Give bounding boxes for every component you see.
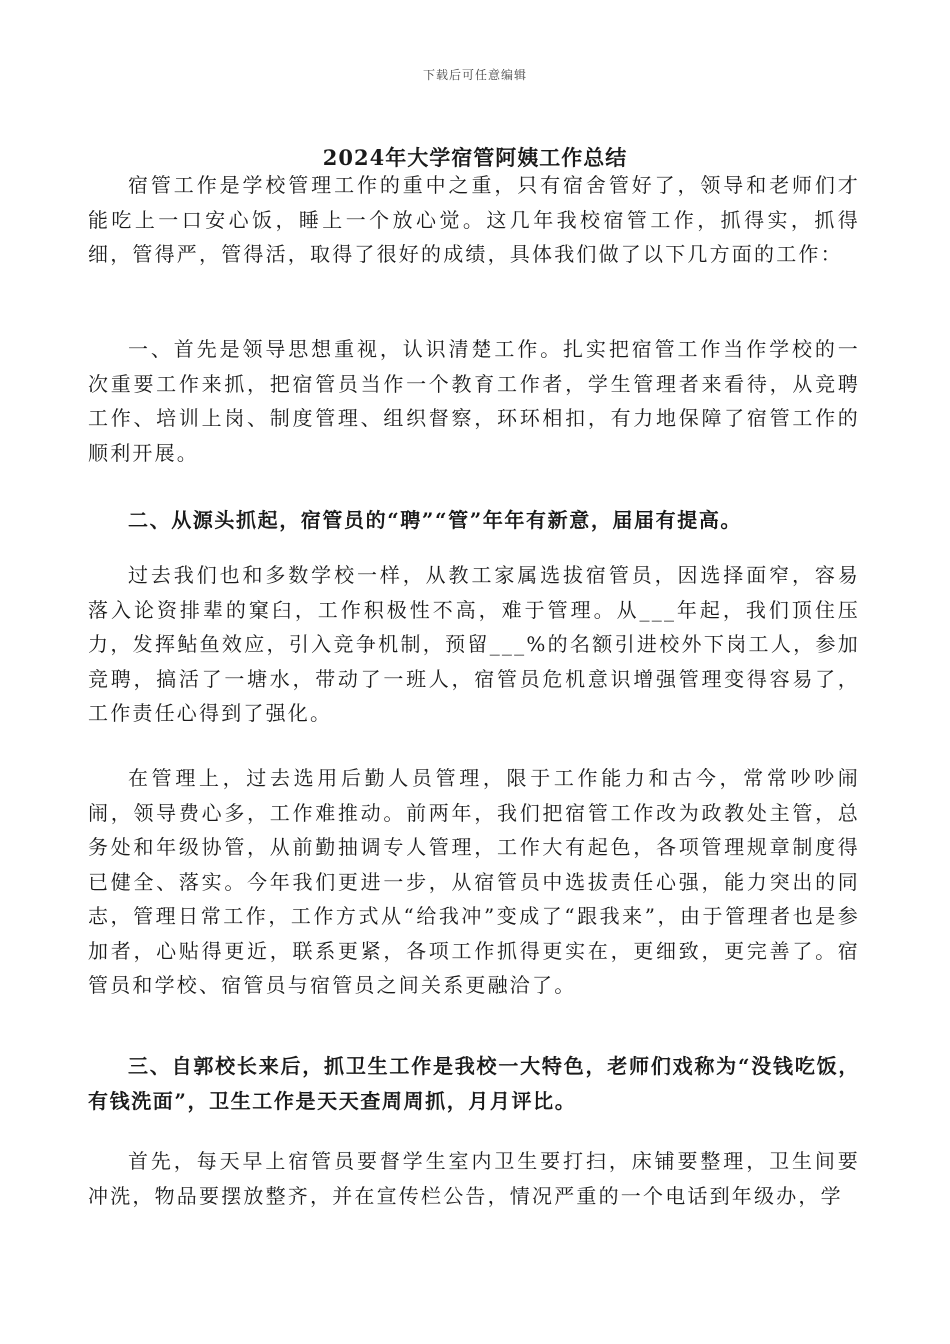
- paragraph-recruitment: 过去我们也和多数学校一样，从教工家属选拔宿管员，因选择面窄，容易落入论资排辈的窠臼，工作积极性不高，难于管理。从___年起，我们顶住压力，发挥鲇鱼效应，引入竞争机制，预留___%的名额引进校外下岗工人，参加竞聘，搞活了一塘水，带动了一班人，宿管员危机意识增强管理变得容易了，工作责任心得到了强化。: [88, 563, 860, 725]
- document-title: 2024年大学宿管阿姨工作总结: [322, 145, 628, 170]
- paragraph-management: 在管理上，过去选用后勤人员管理，限于工作能力和古今，常常吵吵闹闹，领导费心多，工作难推动。前两年，我们把宿管工作改为政教处主管，总务处和年级协管，从前勤抽调专人管理，工作大有起色，各项管理规章制度得已健全、落实。今年我们更进一步，从宿管员中选拔责任心强，能力突出的同志，管理日常工作，工作方式从“给我冲”变成了“跟我来”，由于管理者也是参加者，心贴得更近，联系更紧，各项工作抓得更实在，更细致，更完善了。宿管员和学校、宿管员与宿管员之间关系更融洽了。: [88, 766, 860, 997]
- paragraph-intro: 宿管工作是学校管理工作的重中之重，只有宿舍管好了，领导和老师们才能吃上一口安心饭，睡上一个放心觉。这几年我校宿管工作，抓得实，抓得细，管得严，管得活，取得了很好的成绩，具体我们做了以下几方面的工作：: [88, 173, 860, 266]
- section-heading-2: 二、从源头抓起，宿管员的“聘”“管”年年有新意，届届有提高。: [128, 508, 743, 532]
- paragraph-section-1: 一、首先是领导思想重视，认识清楚工作。扎实把宿管工作当作学校的一次重要工作来抓，把宿管员当作一个教育工作者，学生管理者来看待，从竞聘工作、培训上岗、制度管理、组织督察，环环相扣，有力地保障了宿管工作的顺利开展。: [88, 337, 860, 465]
- section-heading-3: 三、自郭校长来后，抓卫生工作是我校一大特色，老师们戏称为“没钱吃饭，有钱洗面”，卫生工作是天天查周周抓，月月评比。: [88, 1054, 860, 1113]
- header-note: 下载后可任意编辑: [422, 68, 527, 82]
- paragraph-hygiene: 首先，每天早上宿管员要督学生室内卫生要打扫，床铺要整理，卫生间要冲洗，物品要摆放整齐，并在宣传栏公告，情况严重的一个电话到年级办，学: [88, 1149, 860, 1208]
